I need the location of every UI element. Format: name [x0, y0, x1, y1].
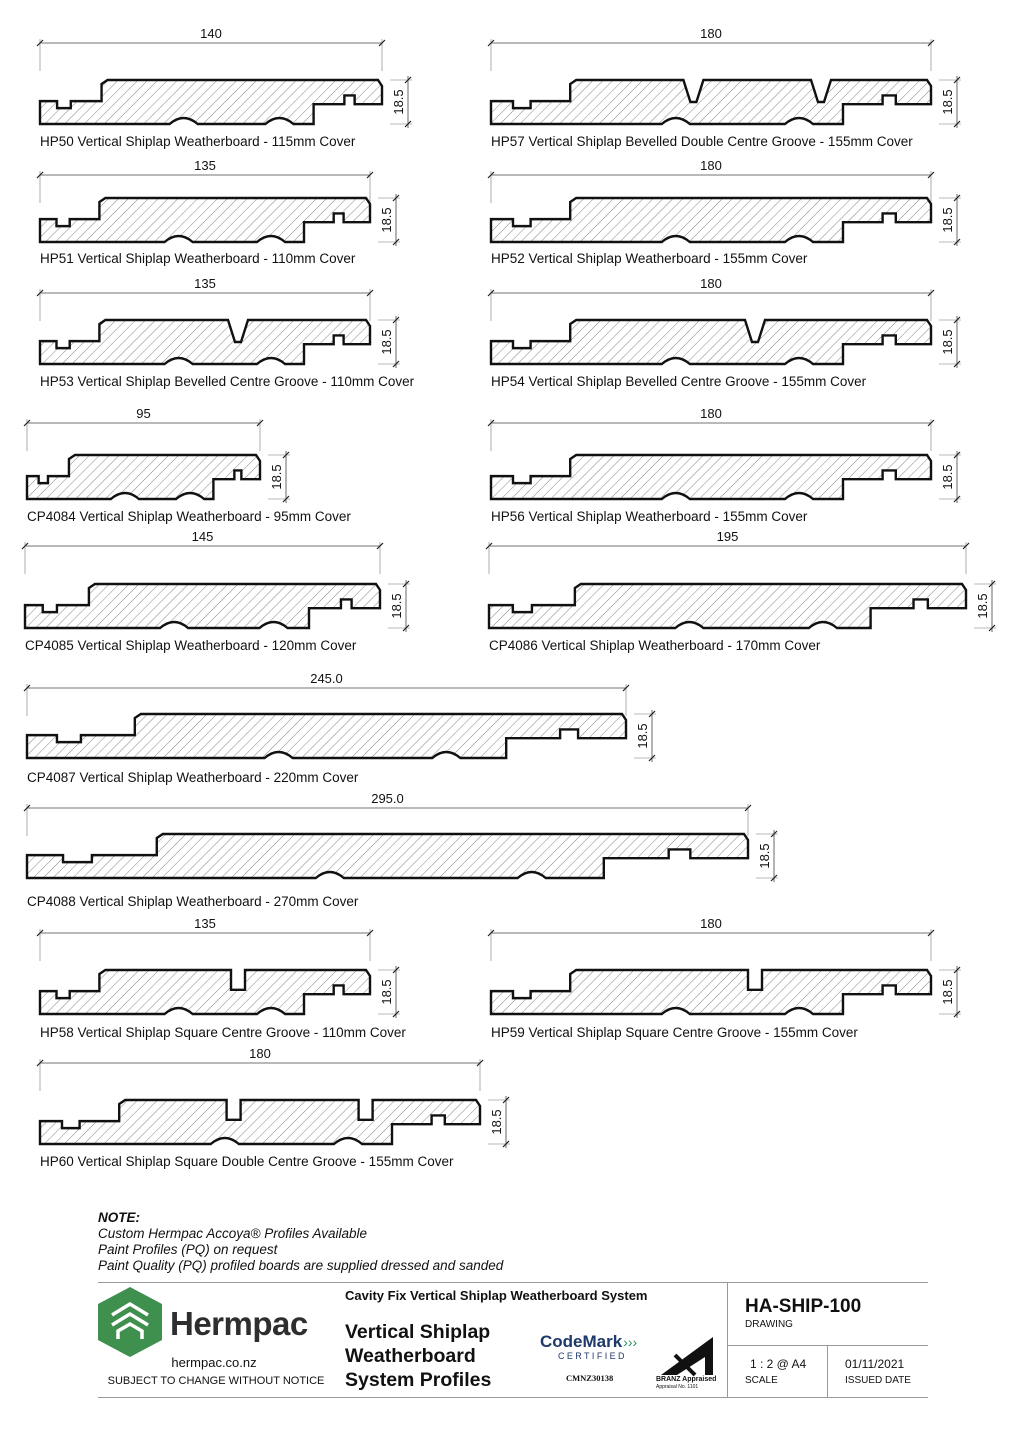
height-dimension-label: 18.5 — [389, 593, 404, 619]
profile-caption: HP51 Vertical Shiplap Weatherboard - 110mm Cover — [40, 251, 356, 266]
profile-14 — [488, 916, 961, 1040]
note-line: Paint Profiles (PQ) on request — [98, 1242, 278, 1257]
width-dimension-label: 95 — [136, 406, 151, 421]
board-profile-section — [40, 320, 370, 364]
height-dimension-label: 18.5 — [940, 979, 955, 1005]
width-dimension-label: 180 — [700, 26, 722, 41]
issued-date-value: 01/11/2021 — [845, 1357, 905, 1371]
main-title-line: Weatherboard — [345, 1345, 476, 1367]
main-title-line: Vertical Shiplap — [345, 1321, 491, 1343]
height-dimension-label: 18.5 — [489, 1109, 504, 1135]
board-profile-section — [491, 320, 931, 364]
width-dimension-label: 180 — [249, 1046, 271, 1061]
profile-8 — [488, 406, 961, 524]
profile-caption: HP56 Vertical Shiplap Weatherboard - 155mm Cover — [491, 509, 808, 524]
profile-caption: HP53 Vertical Shiplap Bevelled Centre Groove - 110mm Cover — [40, 374, 415, 389]
board-profile-section — [491, 970, 931, 1014]
width-dimension-label: 135 — [194, 916, 216, 931]
height-dimension-label: 18.5 — [269, 464, 284, 490]
width-dimension-label: 180 — [700, 276, 722, 291]
profile-10 — [486, 529, 996, 653]
profile-9 — [22, 529, 410, 653]
width-dimension-label: 180 — [700, 406, 722, 421]
height-dimension-label: 18.5 — [379, 329, 394, 355]
board-profile-section — [491, 198, 931, 242]
height-dimension-label: 18.5 — [379, 207, 394, 233]
profile-caption: CP4088 Vertical Shiplap Weatherboard - 270mm Cover — [27, 894, 359, 909]
drawing-label: DRAWING — [745, 1319, 793, 1330]
profile-caption: HP52 Vertical Shiplap Weatherboard - 155mm Cover — [491, 251, 808, 266]
main-title — [345, 1320, 491, 1392]
profile-2 — [488, 26, 961, 149]
profile-12 — [24, 791, 778, 909]
profile-11 — [24, 671, 656, 785]
hermpac-logo-icon — [98, 1287, 162, 1357]
board-profile-section — [27, 834, 748, 878]
profile-caption: HP59 Vertical Shiplap Square Centre Groove - 155mm Cover — [491, 1025, 858, 1040]
profile-caption: CP4086 Vertical Shiplap Weatherboard - 170mm Cover — [489, 638, 821, 653]
profile-1 — [37, 26, 412, 149]
note-line: Custom Hermpac Accoya® Profiles Available — [98, 1226, 368, 1241]
board-profile-section — [25, 584, 380, 628]
board-profile-section — [27, 714, 626, 758]
height-dimension-label: 18.5 — [940, 329, 955, 355]
disclaimer-text: SUBJECT TO CHANGE WITHOUT NOTICE — [107, 1375, 325, 1387]
profile-5 — [37, 276, 415, 389]
profile-caption: CP4085 Vertical Shiplap Weatherboard - 120mm Cover — [25, 638, 357, 653]
issued-date-label: ISSUED DATE — [845, 1375, 911, 1386]
board-profile-section — [491, 80, 931, 124]
height-dimension-label: 18.5 — [635, 723, 650, 749]
board-profile-section — [40, 1100, 480, 1144]
profile-caption: HP60 Vertical Shiplap Square Double Centre Groove - 155mm Cover — [40, 1154, 454, 1169]
chevrons-icon: ››› — [623, 1334, 638, 1350]
title-block-bottom-rule — [98, 1397, 928, 1398]
title-block-top-rule — [98, 1282, 928, 1283]
codemark-number: CMNZ30138 — [566, 1373, 614, 1383]
board-profile-section — [40, 970, 370, 1014]
note-title: NOTE: — [98, 1210, 140, 1225]
website-text: hermpac.co.nz — [171, 1355, 257, 1370]
width-dimension-label: 180 — [700, 158, 722, 173]
width-dimension-label: 295.0 — [371, 791, 404, 806]
height-dimension-label: 18.5 — [940, 89, 955, 115]
profile-15 — [37, 1046, 510, 1169]
branz-logo-icon — [655, 1335, 719, 1379]
profile-caption: CP4084 Vertical Shiplap Weatherboard - 95mm Cover — [27, 509, 351, 524]
note-line: Paint Quality (PQ) profiled boards are supplied dressed and sanded — [98, 1258, 504, 1273]
width-dimension-label: 145 — [191, 529, 214, 544]
height-dimension-label: 18.5 — [391, 89, 406, 115]
title-block-divider — [827, 1345, 828, 1398]
board-profile-section — [40, 198, 370, 242]
profile-caption: HP54 Vertical Shiplap Bevelled Centre Groove - 155mm Cover — [491, 374, 867, 389]
width-dimension-label: 180 — [700, 916, 722, 931]
height-dimension-label: 18.5 — [757, 843, 772, 869]
main-title-line: System Profiles — [345, 1369, 492, 1391]
scale-label: SCALE — [745, 1375, 778, 1386]
profile-13 — [37, 916, 406, 1040]
height-dimension-label: 18.5 — [940, 464, 955, 490]
profile-3 — [37, 158, 400, 266]
brand-name: Hermpac — [170, 1305, 308, 1342]
codemark-logo — [540, 1332, 650, 1383]
title-block-divider — [727, 1282, 728, 1398]
width-dimension-label: 140 — [200, 26, 222, 41]
width-dimension-label: 135 — [194, 158, 216, 173]
codemark-word: CodeMark — [540, 1332, 623, 1351]
profile-7 — [24, 406, 351, 524]
profile-caption: CP4087 Vertical Shiplap Weatherboard - 220mm Cover — [27, 770, 359, 785]
scale-value: 1 : 2 @ A4 — [750, 1357, 807, 1371]
board-profile-section — [491, 455, 931, 499]
branz-label: BRANZ Appraised — [656, 1376, 717, 1383]
note-block — [98, 1210, 503, 1274]
width-dimension-label: 245.0 — [310, 671, 343, 686]
board-profile-section — [27, 455, 260, 499]
height-dimension-label: 18.5 — [379, 979, 394, 1005]
width-dimension-label: 195 — [716, 529, 739, 544]
codemark-certified: CERTIFIED — [558, 1351, 627, 1361]
profile-caption: HP57 Vertical Shiplap Bevelled Double Centre Groove - 155mm Cover — [491, 134, 913, 149]
width-dimension-label: 135 — [194, 276, 216, 291]
profile-4 — [488, 158, 961, 266]
profile-6 — [488, 276, 961, 389]
height-dimension-label: 18.5 — [940, 207, 955, 233]
board-profile-section — [489, 584, 966, 628]
board-profile-section — [40, 80, 382, 124]
branz-number: Appraisal No. 1101 — [656, 1384, 699, 1390]
drawing-number: HA-SHIP-100 — [745, 1296, 862, 1317]
profile-caption: HP50 Vertical Shiplap Weatherboard - 115mm Cover — [40, 134, 356, 149]
system-title: Cavity Fix Vertical Shiplap Weatherboard System — [345, 1288, 648, 1303]
profile-caption: HP58 Vertical Shiplap Square Centre Groove - 110mm Cover — [40, 1025, 406, 1040]
height-dimension-label: 18.5 — [975, 593, 990, 619]
